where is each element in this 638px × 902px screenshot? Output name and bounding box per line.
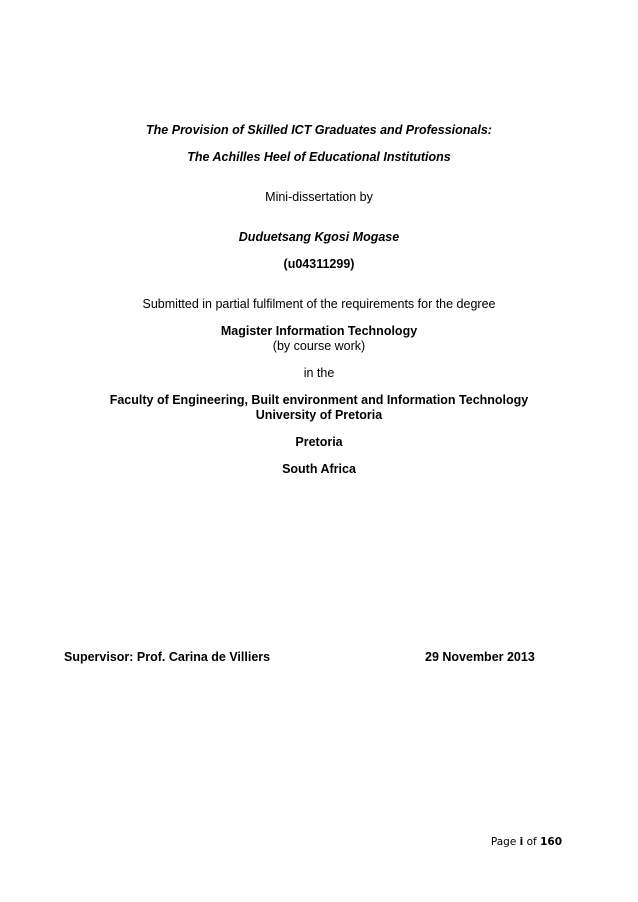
university-name: University of Pretoria [255, 408, 383, 422]
city-name: Pretoria [295, 435, 343, 449]
submission-date: 29 November 2013 [425, 650, 535, 664]
country-name: South Africa [282, 462, 356, 476]
student-number: (u04311299) [283, 257, 355, 271]
thesis-title-line-2: The Achilles Heel of Educational Institutions [187, 150, 451, 164]
page-label: Page [490, 836, 517, 848]
mini-dissertation-by: Mini-dissertation by [265, 190, 373, 204]
supervisor-line: Supervisor: Prof. Carina de Villiers [64, 650, 271, 664]
thesis-title-line-1: The Provision of Skilled ICT Graduates and Professionals: [146, 123, 492, 137]
faculty-name: Faculty of Engineering, Built environment and Information Technology [109, 393, 529, 407]
total-pages: 160 [540, 836, 562, 848]
of-label: of [526, 836, 537, 848]
submission-statement: Submitted in partial fulfilment of the requirements for the degree [142, 297, 496, 311]
author-name: Duduetsang Kgosi Mogase [238, 230, 400, 244]
in-the-label: in the [303, 366, 335, 380]
degree-mode: (by course work) [272, 339, 366, 353]
degree-name: Magister Information Technology [220, 324, 418, 338]
page-footer [491, 836, 562, 849]
page-number: i [519, 836, 524, 848]
